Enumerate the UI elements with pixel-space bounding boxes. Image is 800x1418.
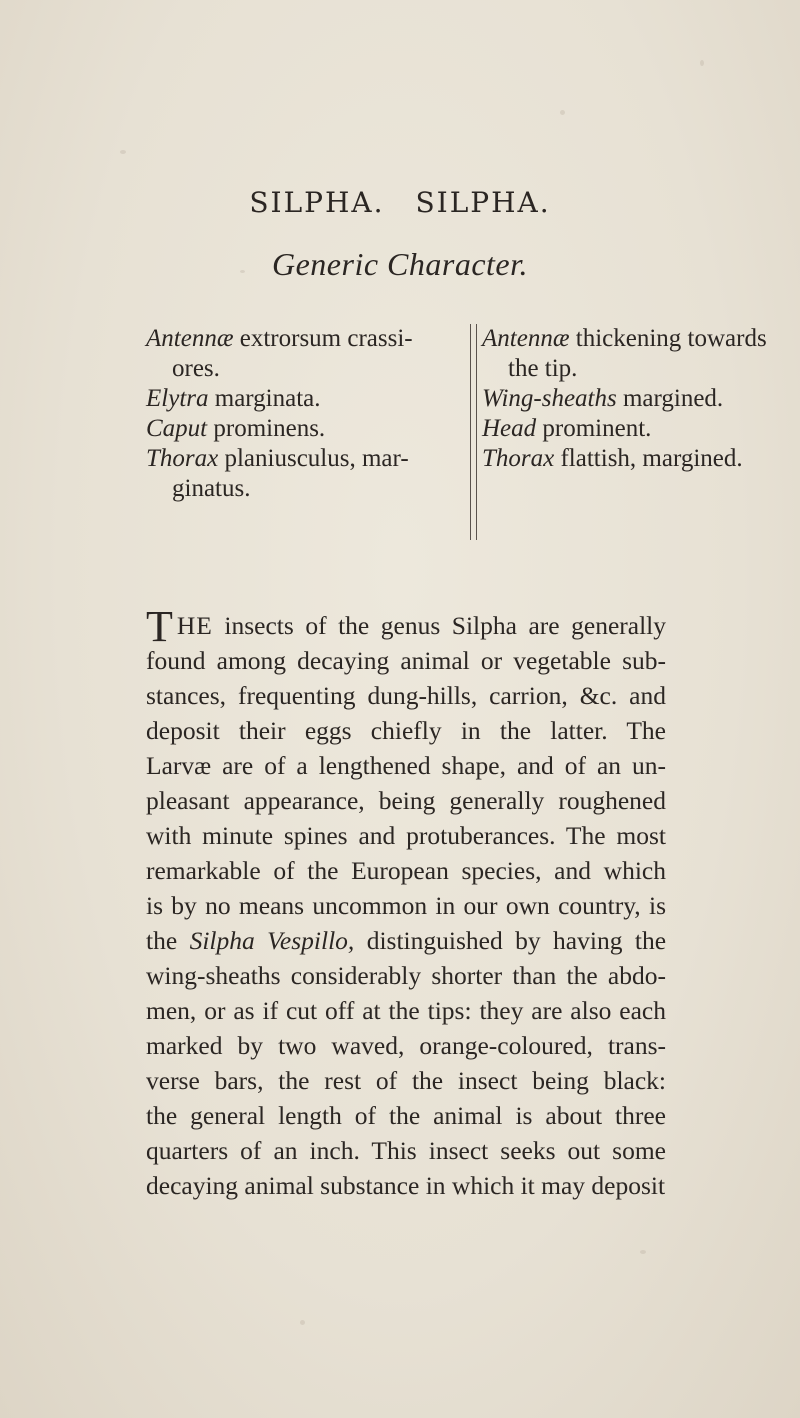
body-line: wing-sheaths considerably shorter than the abdo- <box>146 961 666 990</box>
english-characters-column <box>482 324 800 474</box>
paper-speck <box>120 150 126 154</box>
latin-character-entry <box>146 444 466 504</box>
latin-continuation: ores. <box>172 355 220 382</box>
body-line: marked by two waved, orange-coloured, trans- <box>146 1031 666 1060</box>
opening-small-caps: HE <box>176 611 213 640</box>
body-paragraph <box>146 602 667 1203</box>
section-subtitle: Generic Character. <box>271 246 529 282</box>
latin-description: extrorsum crassi- <box>233 325 413 352</box>
running-header-left: SILPHA. <box>249 186 385 219</box>
latin-term: Elytra <box>146 385 209 412</box>
english-character-entry <box>482 414 800 444</box>
english-character-entry <box>482 444 800 474</box>
body-line: stances, frequenting dung-hills, carrion, &c. and <box>146 681 666 710</box>
body-line: decaying animal substance in which it may deposit <box>146 1171 666 1200</box>
paper-speck <box>300 1320 305 1325</box>
latin-continuation: ginatus. <box>172 475 251 502</box>
body-line: Larvæ are of a lengthened shape, and of an un- <box>146 751 666 780</box>
body-line: pleasant appearance, being generally roughened <box>146 786 666 815</box>
body-line: remarkable of the European species, and which <box>146 856 666 885</box>
latin-description: marginata. <box>208 385 321 412</box>
latin-term: Caput <box>146 415 208 442</box>
body-line: deposit their eggs chiefly in the latter. The <box>146 716 666 745</box>
english-term: Wing-sheaths <box>482 385 617 412</box>
latin-characters-column <box>146 324 466 504</box>
latin-character-entry <box>146 324 466 384</box>
latin-description: planiusculus, mar- <box>218 445 409 472</box>
paper-speck <box>700 60 704 66</box>
species-name: Silpha Vespillo, <box>189 926 355 955</box>
latin-description: prominens. <box>207 415 326 442</box>
body-line: men, or as if cut off at the tips: they are also each <box>146 996 666 1025</box>
body-line: with minute spines and protuberances. The most <box>146 821 666 850</box>
drop-cap: T <box>146 602 173 651</box>
column-divider <box>470 324 477 540</box>
english-description: margined. <box>616 385 724 412</box>
english-character-entry <box>482 324 800 384</box>
paper-speck <box>640 1250 646 1254</box>
body-line: verse bars, the rest of the insect being black: <box>146 1066 666 1095</box>
body-line: quarters of an inch. This insect seeks out some <box>146 1136 666 1165</box>
latin-character-entry <box>146 414 466 444</box>
english-description: thickening towards <box>569 325 767 352</box>
english-description: flattish, margined. <box>554 445 743 472</box>
running-header-right: SILPHA. <box>415 186 551 219</box>
english-description: prominent. <box>536 415 652 442</box>
body-line: found among decaying animal or vegetable sub- <box>146 646 666 675</box>
running-header <box>0 186 800 219</box>
english-character-entry <box>482 384 800 414</box>
body-line: is by no means uncommon in our own country, is <box>146 891 666 920</box>
latin-term: Antennæ <box>146 325 234 352</box>
body-line: the Silpha Vespillo, distinguished by having the <box>146 926 667 955</box>
latin-character-entry <box>146 384 466 414</box>
english-term: Head <box>482 415 537 442</box>
body-line: the general length of the animal is about three <box>146 1101 666 1130</box>
paper-speck <box>560 110 565 115</box>
english-continuation: the tip. <box>508 355 578 382</box>
english-term: Thorax <box>482 445 555 472</box>
english-term: Antennæ <box>482 325 570 352</box>
latin-term: Thorax <box>146 445 219 472</box>
body-line: THE insects of the genus Silpha are generally <box>146 602 666 651</box>
